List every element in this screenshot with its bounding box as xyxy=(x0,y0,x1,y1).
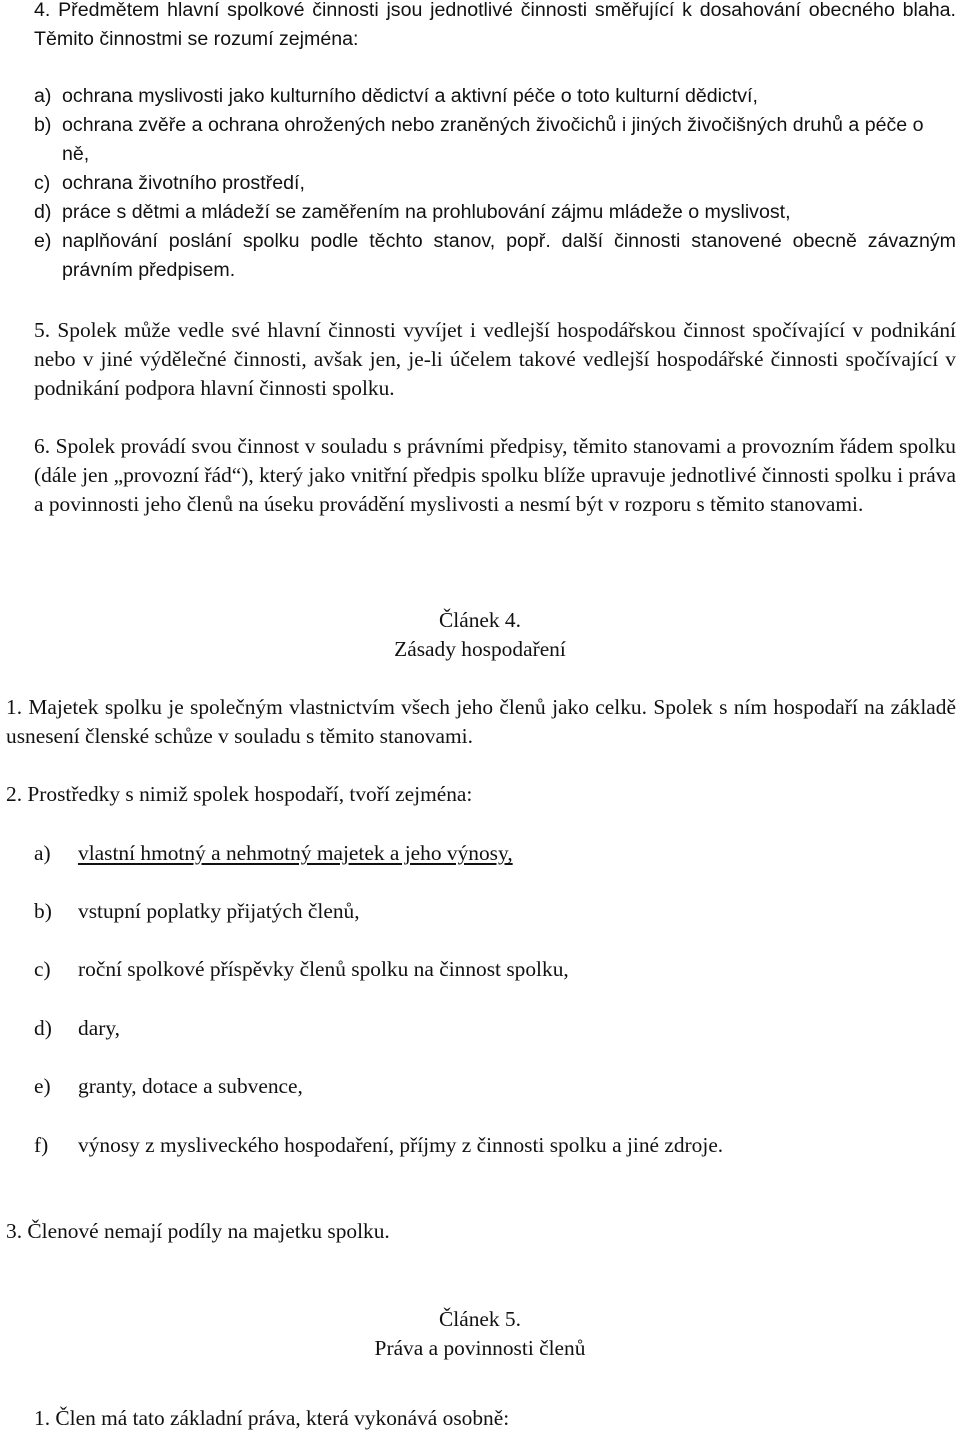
paragraph-5-text: 5. Spolek může vedle své hlavní činnosti vyvíjet i vedlejší hospodářskou činnost spočívající v podnikání nebo v jiné výdělečné činnosti, avšak jen, je-li účelem takové vedlejší hospodářské činnosti spočívající v podnikání podpora hlavní činnosti spolku. xyxy=(34,318,956,400)
list-item-text: ochrana zvěře a ochrana ohrožených nebo zraněných živočichů i jiných živočišných druhů a péče o ně, xyxy=(62,114,924,165)
list-marker: c) xyxy=(34,957,51,981)
article-4-paragraph-1 xyxy=(6,693,956,751)
list-item-text: vlastní hmotný a nehmotný majetek a jeho výnosy, xyxy=(78,841,513,865)
article-4-paragraph-2 xyxy=(6,780,956,809)
article-4-title: Zásady hospodaření xyxy=(394,637,566,661)
article-4-paragraph-1-text: 1. Majetek spolku je společným vlastnictvím všech jeho členů jako celku. Spolek s ním hospodaří na základě usnesení členské schůze v souladu s těmito stanovami. xyxy=(6,695,956,748)
list-marker: b) xyxy=(34,899,52,923)
list-item xyxy=(34,169,956,198)
list-item xyxy=(34,111,934,169)
list-item-text: ochrana myslivosti jako kulturního dědictví a aktivní péče o toto kulturní dědictví, xyxy=(62,85,758,107)
list-item-text: dary, xyxy=(78,1016,120,1040)
list-marker: e) xyxy=(34,230,52,252)
paragraph-5 xyxy=(34,316,956,403)
list-item-text: práce s dětmi a mládeží se zaměřením na prohlubování zájmu mládeže o myslivost, xyxy=(62,201,791,223)
list-marker: c) xyxy=(34,172,51,194)
list-item xyxy=(34,227,956,285)
article-4-paragraph-2-text: 2. Prostředky s nimiž spolek hospodaří, tvoří zejména: xyxy=(6,782,473,806)
paragraph-6 xyxy=(34,432,956,519)
article-5-title: Práva a povinnosti členů xyxy=(374,1336,586,1360)
article-4-number: Článek 4. xyxy=(439,608,521,632)
article-4-paragraph-3-text: 3. Členové nemají podíly na majetku spolku. xyxy=(6,1219,390,1243)
list-marker: d) xyxy=(34,201,52,223)
list-marker: d) xyxy=(34,1016,52,1040)
list-item-text: vstupní poplatky přijatých členů, xyxy=(78,899,360,923)
article-5-paragraph-1 xyxy=(34,1404,956,1433)
list-item xyxy=(34,82,956,111)
article-4-paragraph-3 xyxy=(6,1217,956,1246)
list-marker: e) xyxy=(34,1074,51,1098)
paragraph-4-text: 4. Předmětem hlavní spolkové činnosti jsou jednotlivé činnosti směřující k dosahování obecného blaha. Těmito činnostmi se rozumí zejména: xyxy=(34,0,956,50)
list-item-text: naplňování poslání spolku podle těchto stanov, popř. další činnosti stanovené obecně závazným právním předpisem. xyxy=(62,230,956,281)
list-marker: a) xyxy=(34,85,52,107)
list-item-text: výnosy z mysliveckého hospodaření, příjmy z činnosti spolku a jiné zdroje. xyxy=(78,1133,724,1157)
list-marker: f) xyxy=(34,1133,49,1157)
paragraph-4 xyxy=(34,0,956,54)
article-5-number: Článek 5. xyxy=(439,1307,521,1331)
article-5-paragraph-1-text: 1. Člen má tato základní práva, která vykonává osobně: xyxy=(34,1406,510,1430)
list-item-text: granty, dotace a subvence, xyxy=(78,1074,303,1098)
list-item-text: roční spolkové příspěvky členů spolku na činnost spolku, xyxy=(78,957,569,981)
list-marker: a) xyxy=(34,841,51,865)
paragraph-6-text: 6. Spolek provádí svou činnost v souladu s právními předpisy, těmito stanovami a provozním řádem spolku (dále jen „provozní řád“), který jako vnitřní předpis spolku blíže upravuje jednotlivé činnosti spolku i práva a povinnosti jeho členů na úseku provádění myslivosti a nesmí být v rozporu s těmito stanovami. xyxy=(34,434,956,516)
list-item-text: ochrana životního prostředí, xyxy=(62,172,305,194)
list-item xyxy=(34,198,956,227)
list-marker: b) xyxy=(34,114,52,136)
